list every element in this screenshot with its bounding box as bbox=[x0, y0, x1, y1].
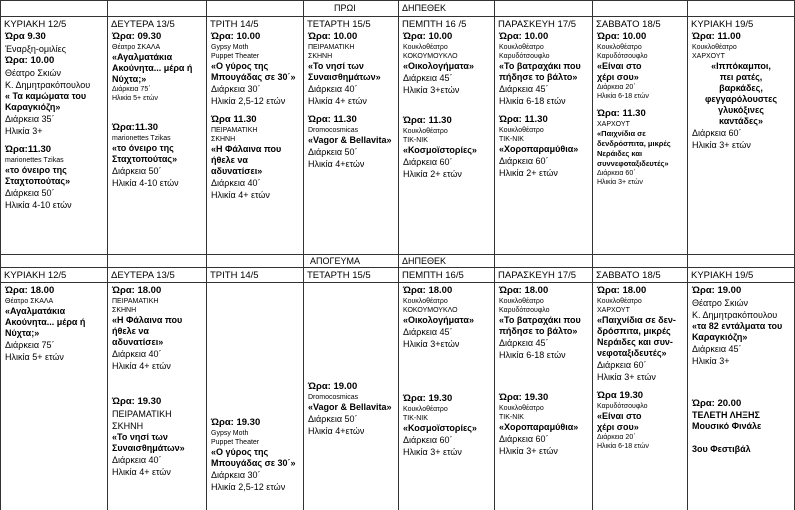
event-title: 3ου Φεστιβάλ bbox=[692, 444, 751, 454]
event-venue: Ηλικία 6-18 ετών bbox=[597, 443, 649, 450]
event-title: «τα 82 εντάλματα του bbox=[692, 321, 783, 331]
event-venue: Κουκλοθέατρο bbox=[692, 44, 737, 51]
event-title: «Αγαλματάκια bbox=[112, 52, 173, 62]
spacer bbox=[403, 96, 490, 108]
event-venue: Θέατρο ΣΚΑΛΑ bbox=[5, 298, 54, 305]
event-title: Συναισθημάτων» bbox=[112, 443, 185, 453]
spacer bbox=[112, 115, 202, 122]
event-title: ήθελε να bbox=[211, 155, 248, 165]
event-venue: ΧΑΡΧΟΥΤ bbox=[597, 307, 630, 314]
event-title: Μπουγάδας σε 30΄» bbox=[211, 72, 296, 82]
event-detail: Ηλικία 4+ετών bbox=[308, 159, 365, 169]
event-venue: Κουκλοθέατρο bbox=[499, 44, 544, 51]
spacer bbox=[308, 309, 394, 321]
event-time: Ώρα 11.30 bbox=[211, 114, 257, 125]
event-venue: Καρυδότσουφλο bbox=[597, 53, 648, 60]
event-title: Ακούνητα... μέρα ή bbox=[5, 317, 86, 327]
event-detail: Διάρκεια 40΄ bbox=[112, 349, 162, 359]
event-detail: Ηλικία 4+ ετών bbox=[211, 190, 270, 200]
spacer bbox=[692, 391, 790, 398]
event-title: πήδησε το βάλτο» bbox=[499, 326, 578, 336]
event-detail: Διάρκεια 40΄ bbox=[308, 84, 358, 94]
event-detail: Διάρκεια 60΄ bbox=[499, 434, 549, 444]
venue-label-afternoon: ΔΗΠΕΘΕΚ bbox=[402, 256, 447, 266]
event-title: ΤΕΛΕΤΗ ΛΗΞΗΣ bbox=[692, 410, 760, 420]
schedule-cell bbox=[308, 31, 394, 170]
event-detail: Ηλικία 5+ ετών bbox=[5, 352, 64, 362]
event-title: Σταχτοπούτας» bbox=[5, 176, 71, 186]
event-time: Ώρα: 11.00 bbox=[692, 31, 741, 42]
spacer bbox=[499, 361, 588, 373]
spacer bbox=[499, 107, 588, 114]
event-time: Ώρα: 19.30 bbox=[403, 393, 453, 404]
event-venue: TIK-NIK bbox=[499, 136, 524, 143]
day-header: ΤΡΙΤΗ 14/5 bbox=[210, 270, 259, 281]
event-detail: Διάρκεια 40΄ bbox=[211, 178, 261, 188]
event-venue: TIK-NIK bbox=[499, 414, 524, 421]
event-title: «Το νησί των bbox=[112, 432, 168, 442]
schedule-cell bbox=[403, 285, 490, 458]
event-title: συννεφοταξιδευτές» bbox=[597, 159, 669, 168]
event-venue: Διάρκεια 20΄ bbox=[597, 84, 636, 91]
spacer bbox=[112, 384, 202, 396]
event-venue: ΧΑΡΧΟΥΤ bbox=[692, 53, 725, 60]
event-venue: Κουκλοθέατρο bbox=[597, 298, 642, 305]
event-title: δενδρόσπιτα, μικρές bbox=[597, 139, 671, 148]
spacer bbox=[499, 385, 588, 392]
event-detail: Κ. Δημητρακόπουλου bbox=[692, 310, 778, 320]
event-title: «Το νησί των bbox=[308, 61, 364, 71]
event-detail: ΠΕΙΡΑΜΑΤΙΚΗ bbox=[112, 409, 172, 419]
schedule-cell bbox=[308, 285, 394, 437]
spacer bbox=[403, 386, 490, 393]
event-detail: Διάρκεια 60΄ bbox=[597, 360, 647, 370]
schedule-cell bbox=[5, 285, 103, 363]
event-time: Ώρα: 09.30 bbox=[112, 31, 162, 42]
event-venue: Κουκλοθέατρο bbox=[499, 298, 544, 305]
event-detail: Ηλικία 4+ ετών bbox=[308, 96, 367, 106]
event-title: «Παιχνίδια σε bbox=[597, 129, 646, 138]
event-venue: ΣΚΗΝΗ bbox=[308, 53, 333, 60]
schedule-cell bbox=[597, 285, 683, 451]
event-venue: Κουκλοθέατρο bbox=[403, 406, 448, 413]
event-venue: ΠΕΙΡΑΜΑΤΙΚΗ bbox=[112, 298, 159, 305]
event-title: «Οικολογήματα» bbox=[403, 61, 474, 71]
event-title: χέρι σου» bbox=[597, 72, 639, 82]
spacer bbox=[597, 383, 683, 390]
event-time: Ώρα: 20.00 bbox=[692, 398, 742, 409]
event-detail: Ηλικία 3+ετών bbox=[403, 339, 460, 349]
event-title: «Κοσμοϊστορίες» bbox=[403, 145, 477, 155]
event-time: Ώρα: 10.00 bbox=[5, 55, 55, 66]
day-header: ΣΑΒΒΑΤΟ 18/5 bbox=[596, 19, 661, 30]
event-venue: Puppet Theater bbox=[211, 53, 260, 60]
spacer bbox=[211, 405, 299, 417]
venue-label-morning: ΔΗΠΕΘΕΚ bbox=[402, 3, 447, 13]
event-detail: Διάρκεια 45΄ bbox=[692, 344, 742, 354]
day-header: ΚΥΡΙΑΚΗ 19/5 bbox=[691, 270, 754, 281]
event-venue: Θέατρο ΣΚΑΛΑ bbox=[112, 44, 161, 51]
event-title: αδυνατίσει» bbox=[112, 337, 164, 347]
event-detail: Ηλικία 2,5-12 ετών bbox=[211, 96, 286, 106]
event-title: «Είναι στο bbox=[597, 411, 642, 421]
spacer bbox=[499, 373, 588, 385]
spacer bbox=[692, 367, 790, 379]
event-detail: Διάρκεια 60΄ bbox=[499, 156, 549, 166]
event-detail: Έναρξη-ομιλίες bbox=[5, 44, 66, 54]
event-title: «Ο γύρος της bbox=[211, 61, 269, 71]
event-venue: Διάρκεια 60΄ bbox=[597, 170, 636, 177]
day-header: ΔΕΥΤΕΡΑ 13/5 bbox=[111, 19, 175, 30]
spacer bbox=[308, 333, 394, 345]
event-title: Σταχτοπούτας» bbox=[112, 154, 178, 164]
event-detail: Διάρκεια 45΄ bbox=[403, 327, 453, 337]
event-venue: Κουκλοθέατρο bbox=[499, 405, 544, 412]
event-time: Ώρα: 11.30 bbox=[403, 115, 452, 126]
event-detail: Διάρκεια 50΄ bbox=[5, 188, 55, 198]
event-venue: ΠΕΙΡΑΜΑΤΙΚΗ bbox=[211, 127, 258, 134]
event-title: « Τα καμώματα του bbox=[5, 91, 87, 101]
event-title: Μουσικό Φινάλε bbox=[692, 421, 762, 431]
event-time: Ώρα: 10.00 bbox=[308, 31, 358, 42]
event-detail: Διάρκεια 35΄ bbox=[5, 114, 55, 124]
event-venue: Κουκλοθέατρο bbox=[403, 44, 448, 51]
event-time: Ώρα 9.30 bbox=[5, 31, 46, 42]
event-venue: Dromocosmicas bbox=[308, 127, 359, 134]
event-venue: ΣΚΗΝΗ bbox=[112, 307, 137, 314]
event-detail: Διάρκεια 50΄ bbox=[308, 147, 358, 157]
event-venue: Καρυδότσουφλο bbox=[499, 53, 550, 60]
event-title: «Ο γύρος της bbox=[211, 447, 269, 457]
event-detail: ΣΚΗΝΗ bbox=[112, 421, 144, 431]
event-title: «Το βατραχάκι που bbox=[499, 315, 581, 325]
event-time: Ώρα:11.30 bbox=[5, 144, 52, 155]
event-detail: Ηλικία 2,5-12 ετών bbox=[211, 482, 286, 492]
event-detail: Διάρκεια 40΄ bbox=[112, 455, 162, 465]
event-detail: Διάρκεια 30΄ bbox=[211, 470, 261, 480]
event-venue: marionettes Tzikas bbox=[5, 157, 64, 164]
day-header: ΚΥΡΙΑΚΗ 12/5 bbox=[4, 270, 67, 281]
event-venue: Διάρκεια 75΄ bbox=[112, 86, 151, 93]
spacer bbox=[112, 372, 202, 384]
schedule-cell bbox=[499, 31, 588, 179]
event-detail: Διάρκεια 30΄ bbox=[211, 84, 261, 94]
event-venue: Ηλικία 6-18 ετών bbox=[597, 93, 649, 100]
event-title: Μπουγάδας σε 30΄» bbox=[211, 458, 296, 468]
event-detail: Ηλικία 4+ ετών bbox=[112, 467, 171, 477]
event-title: πει ρατές, bbox=[719, 72, 763, 82]
event-time: Ώρα: 19.30 bbox=[499, 392, 549, 403]
event-detail: Κ. Δημητρακόπουλου bbox=[5, 80, 91, 90]
spacer bbox=[308, 369, 394, 381]
event-title: αδυνατίσει» bbox=[211, 166, 263, 176]
schedule-cell bbox=[211, 285, 299, 493]
day-header: ΚΥΡΙΑΚΗ 12/5 bbox=[4, 19, 67, 30]
event-venue: marionettes Tzikas bbox=[112, 135, 171, 142]
event-detail: Ηλικία 4-10 ετών bbox=[112, 178, 179, 188]
schedule-cell bbox=[692, 31, 790, 151]
event-detail: Ηλικία 6-18 ετών bbox=[499, 96, 566, 106]
event-detail: Διάρκεια 45΄ bbox=[403, 73, 453, 83]
spacer bbox=[211, 369, 299, 381]
schedule-cell bbox=[597, 31, 683, 187]
spacer bbox=[403, 362, 490, 374]
event-detail: Ηλικία 2+ ετών bbox=[403, 169, 462, 179]
event-time: Ώρα: 18.00 bbox=[5, 285, 55, 296]
spacer bbox=[308, 345, 394, 357]
event-venue: ΚΟΚΟΥΜΟΥΚΛΟ bbox=[403, 53, 458, 60]
event-detail: Ηλικία 4+ ετών bbox=[112, 361, 171, 371]
event-title: «Χοροπαραμύθια» bbox=[499, 144, 579, 154]
event-title: «το όνειρο της bbox=[112, 143, 174, 153]
event-title: Νύχτα;» bbox=[112, 74, 147, 84]
event-title: «Χοροπαραμύθια» bbox=[499, 422, 579, 432]
event-detail: Ηλικία 4+ετών bbox=[308, 426, 365, 436]
event-title: «Vagor & Bellavita» bbox=[308, 135, 392, 145]
day-header: ΠΑΡΑΣΚΕΥΗ 17/5 bbox=[498, 270, 577, 281]
day-header: ΤΕΤΑΡΤΗ 15/5 bbox=[307, 19, 371, 30]
event-title: βαρκάδες, bbox=[719, 83, 763, 93]
spacer bbox=[211, 309, 299, 321]
spacer bbox=[403, 374, 490, 386]
event-detail: Ηλικία 4-10 ετών bbox=[5, 200, 72, 210]
day-header: ΠΑΡΑΣΚΕΥΗ 17/5 bbox=[498, 19, 577, 30]
event-venue: Ηλικία 5+ ετών bbox=[112, 95, 158, 102]
event-time: Ώρα: 19.00 bbox=[692, 285, 742, 296]
event-title: χέρι σου» bbox=[597, 422, 639, 432]
event-time: Ώρα: 10.00 bbox=[403, 31, 453, 42]
event-venue: ΚΟΚΟΥΜΟΥΚΛΟ bbox=[403, 307, 458, 314]
event-title: Νεράιδες και συν- bbox=[597, 337, 673, 347]
event-time: Ώρα: 18.00 bbox=[112, 285, 162, 296]
spacer bbox=[211, 381, 299, 393]
event-detail: Διάρκεια 60΄ bbox=[692, 128, 742, 138]
spacer bbox=[211, 297, 299, 309]
event-venue: Ηλικία 3+ ετών bbox=[597, 179, 643, 186]
event-time: Ώρα: 11.30 bbox=[308, 114, 357, 125]
event-venue: Κουκλοθέατρο bbox=[403, 128, 448, 135]
event-detail: Διάρκεια 60΄ bbox=[403, 435, 453, 445]
spacer bbox=[211, 107, 299, 114]
spacer bbox=[211, 333, 299, 345]
schedule-cell bbox=[692, 285, 790, 455]
event-detail: Διάρκεια 50΄ bbox=[112, 166, 162, 176]
event-time: Ώρα: 18.00 bbox=[597, 285, 647, 296]
schedule-cell bbox=[211, 31, 299, 201]
event-time: Ώρα: 19.00 bbox=[308, 381, 358, 392]
spacer bbox=[211, 285, 299, 297]
event-venue: Κουκλοθέατρο bbox=[403, 298, 448, 305]
spacer bbox=[211, 357, 299, 369]
event-title: Ακούνητα... μέρα ή bbox=[112, 63, 193, 73]
event-venue: ΧΑΡΧΟΥΤ bbox=[597, 121, 630, 128]
event-title: Συναισθημάτων» bbox=[308, 72, 381, 82]
event-detail: Θέατρο Σκιών bbox=[5, 68, 61, 78]
event-detail: Διάρκεια 75΄ bbox=[5, 340, 55, 350]
event-time: Ώρα: 18.00 bbox=[499, 285, 549, 296]
spacer bbox=[308, 285, 394, 297]
event-detail: Ηλικία 3+ bbox=[5, 126, 43, 136]
event-detail: Ηλικία 3+ ετών bbox=[597, 372, 656, 382]
event-detail: Θέατρο Σκιών bbox=[692, 298, 748, 308]
event-detail: Ηλικία 6-18 ετών bbox=[499, 350, 566, 360]
event-title: «Παιχνίδια σε δεν- bbox=[597, 315, 676, 325]
event-title: «Είναι στο bbox=[597, 61, 642, 71]
schedule-cell bbox=[112, 31, 202, 189]
event-title: καντάδες» bbox=[719, 116, 763, 126]
event-title: Νύχτα;» bbox=[5, 328, 40, 338]
event-title: «Το βατραχάκι που bbox=[499, 61, 581, 71]
spacer bbox=[692, 432, 790, 444]
event-venue: Καρυδότσουφλο bbox=[499, 307, 550, 314]
day-header: ΠΕΜΠΤΗ 16/5 bbox=[402, 270, 464, 281]
event-title: «Αγαλματάκια bbox=[5, 306, 66, 316]
event-detail: Ηλικία 3+ ετών bbox=[499, 446, 558, 456]
event-time: Ώρα: 19.30 bbox=[211, 417, 261, 428]
event-title: πήδησε το βάλτο» bbox=[499, 72, 578, 82]
event-venue: TIK-NIK bbox=[403, 415, 428, 422]
event-title: «Vagor & Bellavita» bbox=[308, 402, 392, 412]
event-venue: Gypsy Moth bbox=[211, 430, 249, 437]
event-title: νεφοταξιδευτές» bbox=[597, 348, 667, 358]
day-header: ΔΕΥΤΕΡΑ 13/5 bbox=[111, 270, 175, 281]
event-venue: ΣΚΗΝΗ bbox=[211, 136, 236, 143]
event-time: Ώρα: 18.00 bbox=[403, 285, 453, 296]
event-time: Ώρα: 10.00 bbox=[499, 31, 549, 42]
spacer bbox=[308, 321, 394, 333]
event-time: Ώρα:11.30 bbox=[112, 122, 159, 133]
spacer bbox=[112, 103, 202, 115]
spacer bbox=[403, 108, 490, 115]
event-venue: Puppet Theater bbox=[211, 439, 260, 446]
spacer bbox=[308, 297, 394, 309]
event-title: «το όνειρο της bbox=[5, 165, 67, 175]
spacer bbox=[211, 393, 299, 405]
schedule-cell bbox=[403, 31, 490, 180]
event-detail: Ηλικία 2+ ετών bbox=[499, 168, 558, 178]
event-title: ήθελε να bbox=[112, 326, 149, 336]
event-title: γλυκόξινες bbox=[718, 105, 764, 115]
event-detail: Ηλικία 3+ ετών bbox=[403, 447, 462, 457]
event-time: Ώρα 19.30 bbox=[597, 390, 644, 401]
spacer bbox=[308, 357, 394, 369]
event-time: Ώρα: 10.00 bbox=[597, 31, 647, 42]
event-venue: ΠΕΙΡΑΜΑΤΙΚΗ bbox=[308, 44, 355, 51]
spacer bbox=[211, 345, 299, 357]
event-venue: Κουκλοθέατρο bbox=[499, 127, 544, 134]
spacer bbox=[5, 137, 103, 144]
event-time: Ώρα: 19.30 bbox=[112, 396, 162, 407]
event-title: φεγγαρόλουστες bbox=[704, 94, 778, 104]
event-title: «Οικολογήματα» bbox=[403, 315, 474, 325]
event-title: «Η Φάλαινα που bbox=[211, 144, 282, 154]
day-header: ΠΕΜΠΤΗ 16 /5 bbox=[402, 19, 467, 30]
event-venue: TIK-NIK bbox=[403, 137, 428, 144]
section-label-afternoon: ΑΠΟΓΕΥΜΑ bbox=[310, 256, 360, 266]
event-venue: Κουκλοθέατρο bbox=[597, 44, 642, 51]
event-detail: Διάρκεια 50΄ bbox=[308, 414, 358, 424]
event-title: «Ιππόκαμποι, bbox=[711, 61, 771, 71]
event-time: Ώρα: 11.30 bbox=[499, 114, 548, 125]
spacer bbox=[692, 379, 790, 391]
schedule-cell bbox=[499, 285, 588, 457]
event-venue: Gypsy Moth bbox=[211, 44, 249, 51]
spacer bbox=[597, 101, 683, 108]
event-detail: Ηλικία 3+ bbox=[692, 356, 730, 366]
event-time: Ώρα: 11.30 bbox=[597, 108, 646, 119]
event-title: Καραγκιόζη» bbox=[5, 102, 61, 112]
event-detail: Διάρκεια 45΄ bbox=[499, 84, 549, 94]
section-label-morning: ΠΡΩΙ bbox=[334, 3, 356, 13]
event-title: δρόσπιτα, μικρές bbox=[597, 326, 671, 336]
event-detail: Διάρκεια 45΄ bbox=[499, 338, 549, 348]
event-detail: Διάρκεια 60΄ bbox=[403, 157, 453, 167]
event-detail: Ηλικία 3+ετών bbox=[403, 85, 460, 95]
event-time: Ώρα: 10.00 bbox=[211, 31, 261, 42]
spacer bbox=[403, 350, 490, 362]
event-detail: Ηλικία 3+ ετών bbox=[692, 140, 751, 150]
event-venue: Διάρκεια 20΄ bbox=[597, 434, 636, 441]
event-venue: Καρυδότσουφλο bbox=[597, 403, 648, 410]
event-title: «Η Φάλαινα που bbox=[112, 315, 183, 325]
event-venue: Dromocosmicas bbox=[308, 394, 359, 401]
day-header: ΤΕΤΑΡΤΗ 15/5 bbox=[307, 270, 371, 281]
event-title: «Κοσμοϊστορίες» bbox=[403, 423, 477, 433]
schedule-cell bbox=[5, 31, 103, 211]
schedule-cell bbox=[112, 285, 202, 478]
spacer bbox=[308, 107, 394, 114]
event-title: Καραγκιόζη» bbox=[692, 332, 748, 342]
event-title: Νεράιδες και bbox=[597, 149, 643, 158]
day-header: ΣΑΒΒΑΤΟ 18/5 bbox=[596, 270, 661, 281]
day-header: ΚΥΡΙΑΚΗ 19/5 bbox=[691, 19, 754, 30]
day-header: ΤΡΙΤΗ 14/5 bbox=[210, 19, 259, 30]
spacer bbox=[211, 321, 299, 333]
